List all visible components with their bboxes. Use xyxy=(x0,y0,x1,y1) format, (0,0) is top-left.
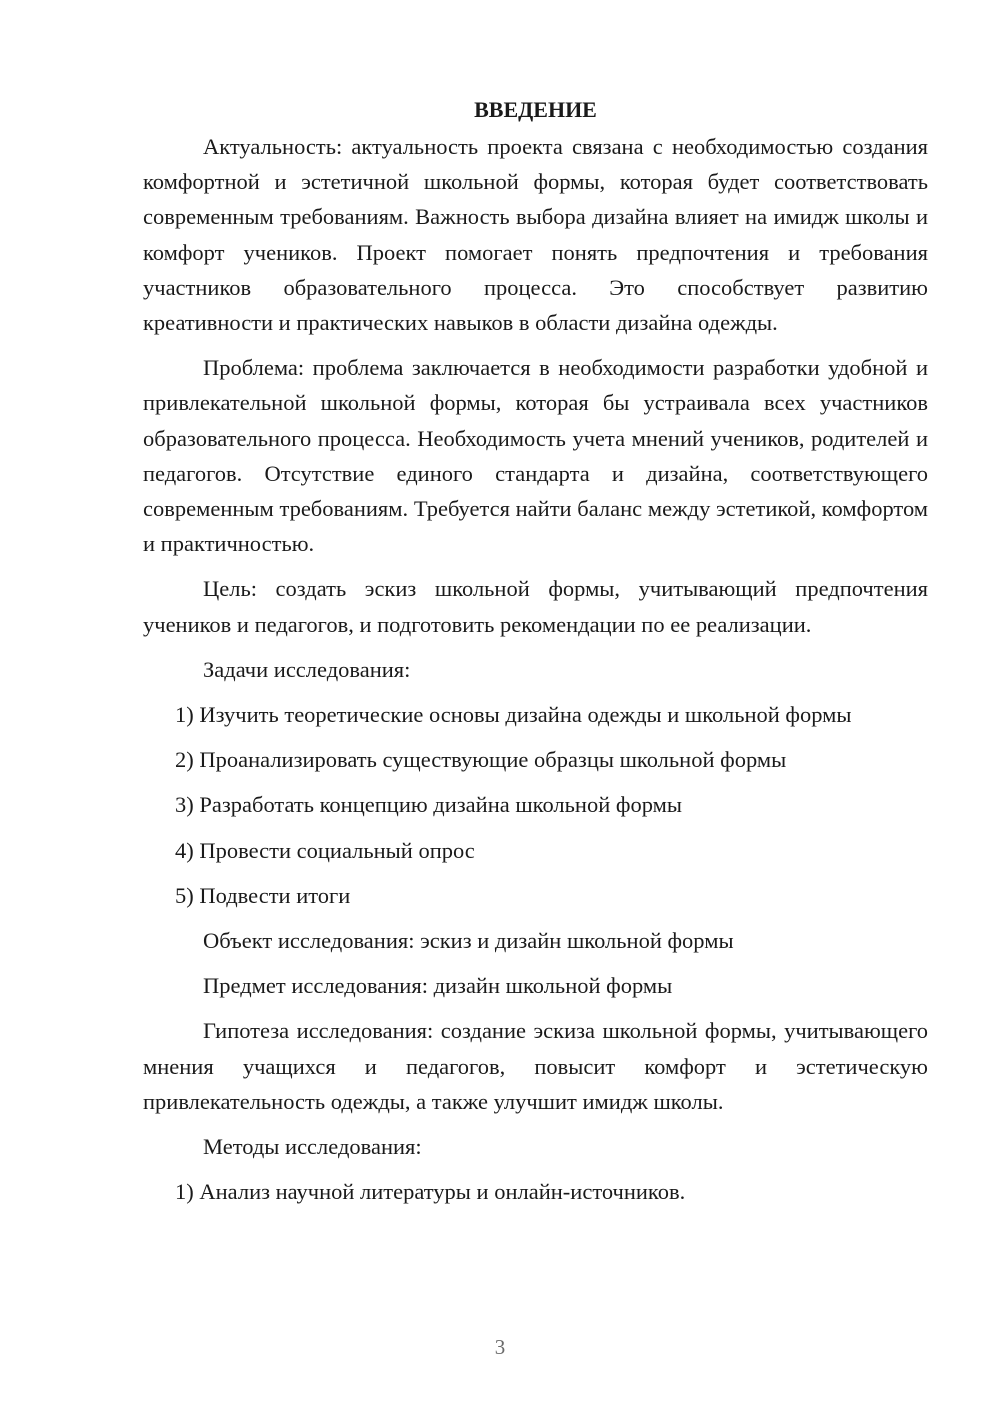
page-number: 3 xyxy=(494,1335,506,1359)
list-item: 5) Подвести итоги xyxy=(175,882,351,908)
paragraph-object: Объект исследования: эскиз и дизайн школьной формы xyxy=(203,928,734,954)
list-item: 2) Проанализировать существующие образцы школьной формы xyxy=(175,747,787,773)
methods-heading: Методы исследования: xyxy=(203,1134,422,1160)
list-item: 1) Изучить теоретические основы дизайна одежды и школьной формы xyxy=(175,702,852,728)
list-item: 1) Анализ научной литературы и онлайн-источников. xyxy=(175,1179,686,1205)
methods-list xyxy=(143,1174,928,1209)
list-item: 4) Провести социальный опрос xyxy=(175,837,475,863)
page-title: ВВЕДЕНИЕ xyxy=(474,97,597,122)
paragraph-goal: Цель: создать эскиз школьной формы, учитывающий предпочтения учеников и педагогов, и подготовить рекомендации по ее реализации. xyxy=(143,576,928,637)
paragraph-hypothesis: Гипотеза исследования: создание эскиза школьной формы, учитывающего мнения учащихся и педагогов, повысит комфорт и эстетическую привлекательность одежды, а также улучшит имидж школы. xyxy=(143,1018,928,1114)
paragraph-problem: Проблема: проблема заключается в необходимости разработки удобной и привлекательной школьной формы, которая бы устраивала всех участников образовательного процесса. Необходимость учета мнений учеников, родителей и педагогов. Отсутствие единого стандарта и дизайна, соответствующего современным требованиям. Требуется найти баланс между эстетикой, комфортом и практичностью. xyxy=(143,355,928,557)
document-page xyxy=(143,92,928,1209)
list-item: 3) Разработать концепцию дизайна школьной формы xyxy=(175,792,682,818)
tasks-heading: Задачи исследования: xyxy=(203,656,411,682)
paragraph-relevance: Актуальность: актуальность проекта связана с необходимостью создания комфортной и эстетичной школьной формы, которая будет соответствовать современным требованиям. Важность выбора дизайна влияет на имидж школы и комфорт учеников. Проект помогает понять предпочтения и требования участников образовательного процесса. Это способствует развитию креативности и практических навыков в области дизайна одежды. xyxy=(143,134,928,336)
tasks-list xyxy=(143,697,928,913)
paragraph-subject: Предмет исследования: дизайн школьной формы xyxy=(203,973,673,999)
